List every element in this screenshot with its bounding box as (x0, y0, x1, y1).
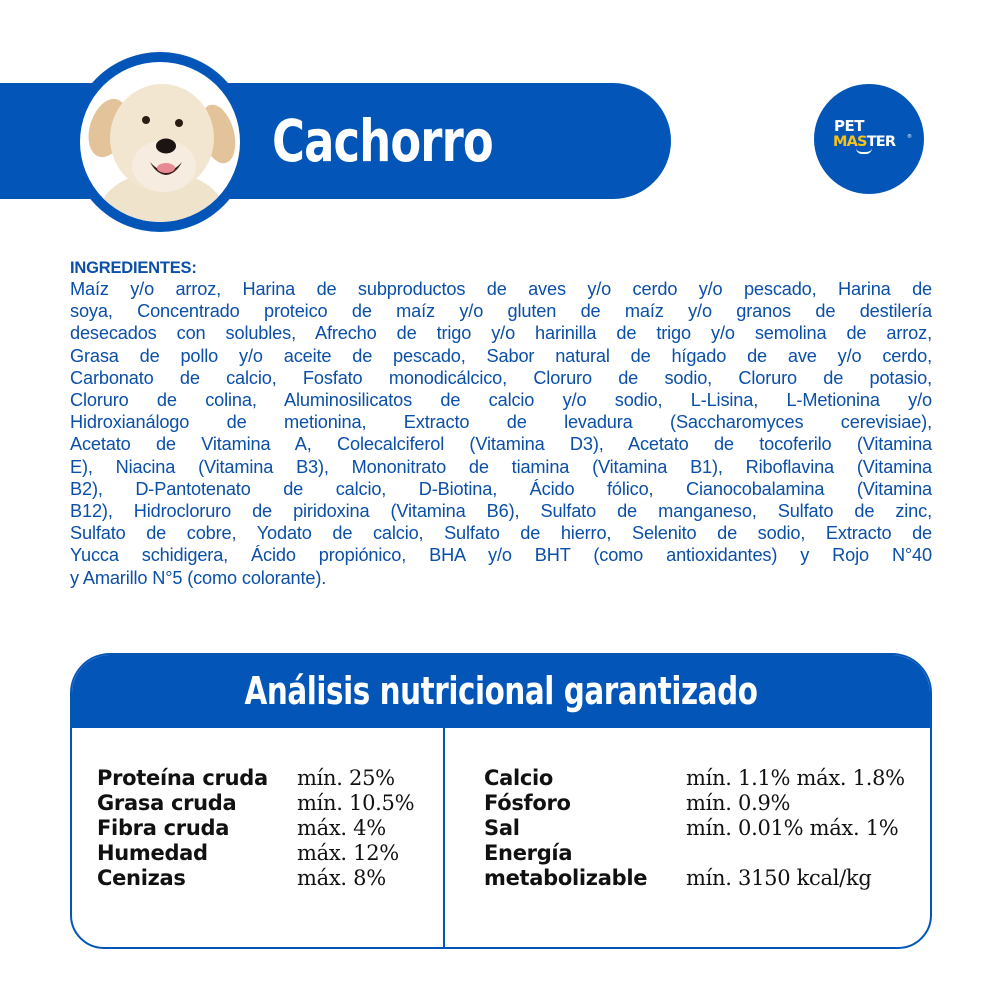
registered-mark: ® (907, 134, 912, 140)
ingredients-line: Maíz y/o arroz, Harina de subproductos de aves y/o cerdo y/o pescado, Harina de (70, 279, 932, 299)
brand-logo-pet: PET (834, 117, 864, 135)
nutrient-value: mín. 1.1% máx. 1.8% (686, 766, 905, 790)
ingredients-line: y Amarillo N°5 (como colorante). (70, 567, 327, 588)
puppy-photo-frame (70, 52, 250, 232)
brand-logo (814, 84, 924, 194)
puppy-icon (80, 62, 240, 222)
nutrient-label: Fósforo (484, 791, 571, 815)
nutrient-label: Calcio (484, 766, 554, 790)
column-divider (443, 728, 445, 949)
ingredients-section (70, 258, 932, 589)
puppy-photo (80, 62, 240, 222)
nutrition-table-title: Análisis nutricional garantizado (244, 669, 758, 713)
ingredients-line: desecados con solubles, Afrecho de trigo y/o harinilla de trigo y/o semolina de arroz, (70, 323, 932, 344)
nutrient-value: mín. 0.9% (686, 791, 791, 815)
nutrient-value: máx. 4% (297, 816, 386, 840)
nutrient-label: Cenizas (97, 866, 186, 890)
nutrient-value: máx. 8% (297, 866, 386, 890)
nutrient-value: mín. 25% (297, 766, 395, 790)
nutrient-label: Fibra cruda (97, 816, 230, 840)
nutrient-label: Grasa cruda (97, 791, 237, 815)
ingredients-line: Grasa de pollo y/o aceite de pescado, Sabor natural de hígado de ave y/o cerdo, (70, 345, 932, 366)
ingredients-line: Acetato de Vitamina A, Colecalciferol (Vitamina D3), Acetato de tocoferilo (Vitamina (70, 434, 932, 455)
nutrient-label: Sal (484, 816, 520, 840)
ingredients-line: B2), D-Pantotenato de calcio, D-Biotina, Ácido fólico, Cianocobalamina (Vitamina (70, 478, 932, 499)
ingredients-line: Yucca schidigera, Ácido propiónico, BHA y/o BHT (como antioxidantes) y Rojo N°40 (70, 545, 932, 566)
nutrition-table-header (72, 655, 930, 728)
nutrient-label: Energía metabolizable (484, 841, 648, 890)
ingredients-line: Cloruro de colina, Aluminosilicatos de calcio y/o sodio, L-Lisina, L-Metionina y/o (70, 390, 932, 411)
nutrient-label: Proteína cruda (97, 766, 268, 790)
nutrient-value: máx. 12% (297, 841, 399, 865)
nutrition-table (70, 653, 932, 949)
ingredients-line: soya, Concentrado proteico de maíz y/o gluten de maíz y/o granos de destilería (70, 301, 932, 322)
ingredients-line: E), Niacina (Vitamina B3), Mononitrato de tiamina (Vitamina B1), Riboflavina (Vitamina (70, 456, 932, 477)
ingredients-line: Carbonato de calcio, Fosfato monodicálcico, Cloruro de sodio, Cloruro de potasio, (70, 367, 932, 388)
brand-logo-master: MASTER (833, 134, 896, 150)
ingredients-heading: INGREDIENTES: (70, 259, 197, 277)
ingredients-line: B12), Hidrocloruro de piridoxina (Vitamina B6), Sulfato de manganeso, Sulfato de zinc, (70, 501, 932, 522)
nutrient-value: mín. 10.5% (297, 791, 415, 815)
nutrient-value: mín. 0.01% máx. 1% (686, 816, 899, 840)
smile-icon (856, 148, 872, 154)
nutrient-value: mín. 3150 kcal/kg (686, 866, 872, 890)
nutrient-label: Humedad (97, 841, 208, 865)
ingredients-line: Sulfato de cobre, Yodato de calcio, Sulfato de hierro, Selenito de sodio, Extracto de (70, 523, 932, 544)
page-title: Cachorro (272, 107, 493, 175)
ingredients-line: Hidroxianálogo de metionina, Extracto de levadura (Saccharomyces cerevisiae), (70, 412, 932, 433)
